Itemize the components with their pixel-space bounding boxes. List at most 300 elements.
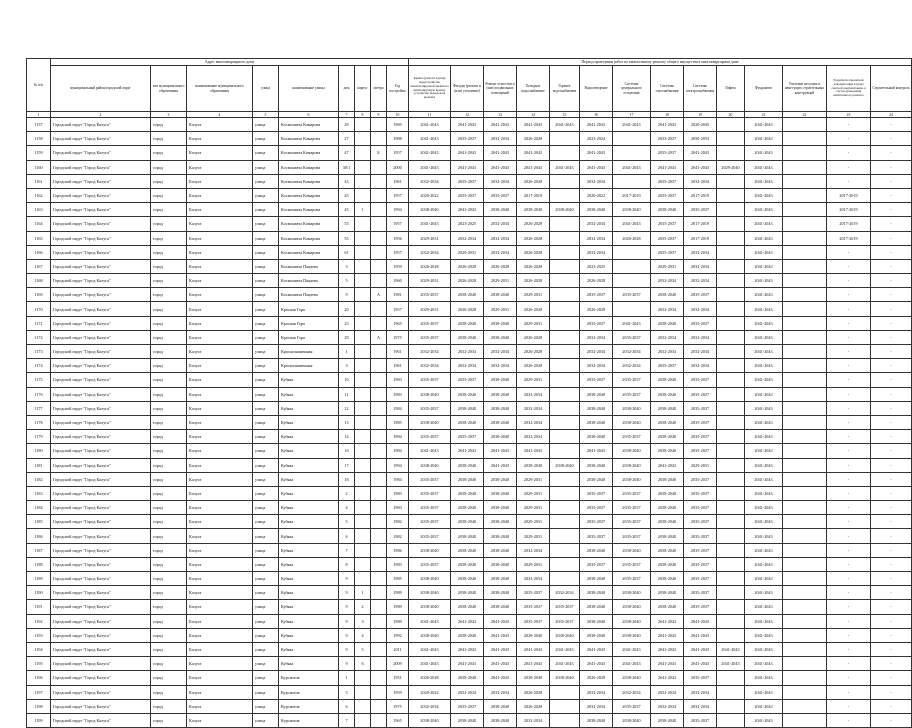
table-cell: 2032-2034: [684, 274, 717, 288]
table-cell: А: [371, 288, 387, 302]
table-cell: 2038-2040: [651, 203, 684, 217]
table-row: [27, 401, 912, 415]
table-cell: 2041-2043: [745, 501, 783, 515]
table-cell: 2035-2037: [409, 401, 451, 415]
table-cell: [717, 699, 745, 713]
table-cell: город: [151, 132, 187, 146]
table-cell: [550, 373, 580, 387]
table-cell: 2038-2040: [409, 203, 451, 217]
table-cell: 9: [339, 642, 355, 656]
table-cell: 2041-2043: [745, 302, 783, 316]
table-cell: 2035-2037: [451, 174, 484, 188]
table-cell: 2038-2040: [451, 529, 484, 543]
table-cell: 2038-2040: [409, 572, 451, 586]
table-cell: 12: [339, 401, 355, 415]
table-cell: [550, 501, 580, 515]
table-cell: -: [827, 515, 871, 529]
table-cell: 2041-2043: [745, 486, 783, 500]
table-cell: [355, 330, 371, 344]
table-cell: 1: [339, 671, 355, 685]
table-cell: 1951: [387, 671, 409, 685]
table-cell: 2038-2040: [409, 600, 451, 614]
table-cell: Городской округ "Город Калуга": [51, 515, 151, 529]
table-cell: Кубяка: [279, 628, 339, 642]
table-cell: [783, 529, 827, 543]
table-cell: -: [871, 515, 912, 529]
table-cell: 2026-2028: [517, 231, 550, 245]
table-cell: 2038-2040: [484, 430, 517, 444]
table-cell: 2038-2040: [613, 600, 651, 614]
table-cell: город: [151, 657, 187, 671]
column-number: 22: [783, 112, 827, 118]
table-cell: -: [871, 316, 912, 330]
table-cell: -: [827, 387, 871, 401]
table-cell: город: [151, 614, 187, 628]
table-cell: 2029-2031: [451, 245, 484, 259]
table-cell: 2038-2040: [613, 203, 651, 217]
table-cell: 14: [339, 430, 355, 444]
table-cell: 2035-2037: [613, 387, 651, 401]
table-cell: 2041-2043: [484, 642, 517, 656]
table-cell: 2038-2040: [451, 458, 484, 472]
table-cell: 2032-2034: [517, 543, 550, 557]
table-cell: 2038-2040: [613, 543, 651, 557]
table-cell: 2026-2028: [517, 245, 550, 259]
table-cell: 2017-2019: [684, 188, 717, 202]
table-cell: 2035-2037: [409, 557, 451, 571]
table-cell: 2035-2037: [550, 614, 580, 628]
table-cell: 1: [339, 345, 355, 359]
table-cell: улица: [253, 671, 279, 685]
table-cell: 2041-2043: [651, 118, 684, 132]
table-cell: [717, 472, 745, 486]
table-cell: Космонавта Комарова: [279, 146, 339, 160]
table-cell: улица: [253, 231, 279, 245]
table-cell: 2032-2034: [684, 345, 717, 359]
table-cell: Городской округ "Город Калуга": [51, 529, 151, 543]
table-cell: 2035-2037: [409, 316, 451, 330]
table-cell: 2032-2034: [580, 174, 613, 188]
table-cell: Городской округ "Город Калуга": [51, 132, 151, 146]
table-cell: 2032-2034: [580, 330, 613, 344]
header-cell: улица: [253, 66, 279, 112]
table-cell: 2029-2031: [409, 231, 451, 245]
header-cell: Системы электроснабжения: [684, 66, 717, 112]
table-cell: улица: [253, 188, 279, 202]
table-cell: 2041-2043: [745, 685, 783, 699]
table-cell: 2035-2037: [580, 373, 613, 387]
column-number: 15: [550, 112, 580, 118]
table-cell: -: [871, 557, 912, 571]
table-cell: Городской округ "Город Калуга": [51, 174, 151, 188]
table-cell: город: [151, 444, 187, 458]
table-cell: Городской округ "Город Калуга": [51, 401, 151, 415]
table-cell: 2035-2037: [684, 529, 717, 543]
table-row: [27, 118, 912, 132]
table-cell: Космонавта Комарова: [279, 174, 339, 188]
table-cell: 2032-2034: [484, 174, 517, 188]
table-cell: [717, 401, 745, 415]
table-cell: улица: [253, 345, 279, 359]
table-cell: 2035-2037: [684, 515, 717, 529]
table-cell: Калуга: [187, 671, 253, 685]
table-cell: [371, 486, 387, 500]
table-cell: [355, 217, 371, 231]
table-cell: [371, 415, 387, 429]
table-cell: Кубяка: [279, 614, 339, 628]
table-cell: [783, 132, 827, 146]
table-cell: 2035-2037: [613, 557, 651, 571]
table-cell: [717, 174, 745, 188]
table-cell: [355, 444, 371, 458]
table-cell: 2041-2043: [745, 330, 783, 344]
table-cell: [717, 600, 745, 614]
table-cell: Городской округ "Город Калуга": [51, 245, 151, 259]
table-cell: 2038-2040: [580, 713, 613, 727]
table-cell: -: [827, 671, 871, 685]
table-cell: -: [871, 231, 912, 245]
table-cell: 1984: [387, 401, 409, 415]
table-cell: Калуга: [187, 316, 253, 330]
table-cell: [371, 203, 387, 217]
table-cell: Городской округ "Город Калуга": [51, 203, 151, 217]
table-cell: [371, 118, 387, 132]
table-cell: улица: [253, 515, 279, 529]
table-cell: улица: [253, 146, 279, 160]
table-cell: [371, 515, 387, 529]
table-cell: 2020-2022: [409, 685, 451, 699]
table-cell: -: [827, 501, 871, 515]
table-cell: 2026-2028: [517, 174, 550, 188]
table-cell: 2035-2037: [684, 387, 717, 401]
table-cell: 2038-2040: [580, 628, 613, 642]
table-cell: 2035-2037: [409, 430, 451, 444]
table-row: [27, 685, 912, 699]
table-cell: [550, 557, 580, 571]
table-row: [27, 486, 912, 500]
table-cell: 45: [339, 188, 355, 202]
table-cell: 2032-2034: [517, 401, 550, 415]
table-cell: улица: [253, 657, 279, 671]
table-cell: 2032-2034: [484, 359, 517, 373]
table-cell: 2032-2034: [409, 245, 451, 259]
table-cell: [613, 146, 651, 160]
table-cell: Калуга: [187, 245, 253, 259]
table-cell: 2041-2043: [484, 160, 517, 174]
table-cell: [783, 231, 827, 245]
table-cell: 1186: [27, 529, 51, 543]
table-cell: [550, 259, 580, 273]
table-cell: 2038-2040: [651, 288, 684, 302]
table-cell: 4: [339, 501, 355, 515]
table-cell: 2032-2034: [684, 685, 717, 699]
table-cell: 2041-2043: [745, 217, 783, 231]
table-cell: [550, 288, 580, 302]
table-cell: 2038-2040: [409, 713, 451, 727]
table-cell: улица: [253, 160, 279, 174]
table-cell: Кубяка: [279, 600, 339, 614]
table-cell: 2041-2043: [745, 146, 783, 160]
table-cell: 2035-2037: [484, 188, 517, 202]
table-cell: 2041-2043: [409, 132, 451, 146]
table-cell: 2038-2040: [651, 557, 684, 571]
table-cell: 2041-2043: [651, 657, 684, 671]
table-cell: 2041-2043: [409, 657, 451, 671]
table-cell: -: [871, 118, 912, 132]
table-cell: 2041-2043: [684, 614, 717, 628]
table-cell: 2038-2040: [484, 557, 517, 571]
table-cell: [783, 245, 827, 259]
table-cell: 2041-2043: [451, 160, 484, 174]
table-cell: -: [871, 472, 912, 486]
table-cell: 2041-2043: [745, 671, 783, 685]
table-cell: 1986: [387, 543, 409, 557]
table-cell: 2035-2037: [684, 415, 717, 429]
table-cell: 2038-2040: [651, 586, 684, 600]
table-cell: [783, 288, 827, 302]
table-cell: [783, 430, 827, 444]
table-cell: [355, 671, 371, 685]
table-cell: [550, 302, 580, 316]
table-cell: улица: [253, 259, 279, 273]
table-cell: 1179: [27, 430, 51, 444]
table-cell: 2029-2031: [409, 302, 451, 316]
table-cell: Космонавта Комарова: [279, 203, 339, 217]
table-cell: [371, 671, 387, 685]
table-cell: -: [871, 217, 912, 231]
table-cell: город: [151, 572, 187, 586]
table-cell: [717, 302, 745, 316]
table-cell: 1167: [27, 259, 51, 273]
table-cell: [355, 245, 371, 259]
table-cell: 2032-2034: [550, 586, 580, 600]
table-cell: 1171: [27, 316, 51, 330]
table-cell: Калуга: [187, 359, 253, 373]
table-cell: Калуга: [187, 302, 253, 316]
table-cell: 2041-2043: [684, 160, 717, 174]
table-cell: Космонавта Комарова: [279, 188, 339, 202]
table-cell: 1164: [27, 217, 51, 231]
table-cell: -: [871, 699, 912, 713]
table-cell: [355, 458, 371, 472]
column-number: 19: [684, 112, 717, 118]
table-cell: 2032-2034: [517, 387, 550, 401]
table-cell: улица: [253, 586, 279, 600]
table-row: [27, 345, 912, 359]
table-cell: [717, 430, 745, 444]
table-cell: 2032-2034: [451, 231, 484, 245]
table-cell: 2041-2043: [717, 642, 745, 656]
table-cell: 1992: [387, 628, 409, 642]
table-cell: 2041-2043: [409, 614, 451, 628]
table-cell: 2035-2037: [613, 501, 651, 515]
table-cell: 2038-2040: [550, 671, 580, 685]
table-cell: 2032-2034: [613, 359, 651, 373]
table-cell: 2032-2034: [517, 572, 550, 586]
table-cell: 1199: [27, 713, 51, 727]
table-cell: [371, 359, 387, 373]
table-cell: Калуга: [187, 628, 253, 642]
table-cell: 2035-2037: [684, 288, 717, 302]
table-cell: 2041-2043: [745, 572, 783, 586]
table-cell: -: [871, 529, 912, 543]
table-cell: [783, 274, 827, 288]
table-cell: -: [827, 699, 871, 713]
table-cell: 1: [355, 586, 371, 600]
table-cell: 2026-2028: [517, 302, 550, 316]
table-cell: Городской округ "Город Калуга": [51, 288, 151, 302]
table-cell: Калуга: [187, 515, 253, 529]
table-cell: Кубяка: [279, 557, 339, 571]
header-cell: Строительный контроль: [871, 66, 912, 112]
table-cell: -: [871, 501, 912, 515]
table-cell: 2041-2043: [745, 274, 783, 288]
table-cell: 2041-2043: [517, 160, 550, 174]
table-cell: 2038-2040: [484, 501, 517, 515]
table-cell: 1176: [27, 387, 51, 401]
table-cell: 1177: [27, 401, 51, 415]
table-cell: 1982: [387, 515, 409, 529]
header-cell: Горячее водоснабжение: [550, 66, 580, 112]
table-cell: [371, 245, 387, 259]
table-cell: Кубяка: [279, 387, 339, 401]
table-cell: 2041-2043: [684, 642, 717, 656]
table-cell: -: [827, 345, 871, 359]
column-number: 8: [355, 112, 371, 118]
table-cell: город: [151, 472, 187, 486]
table-cell: 2041-2043: [580, 642, 613, 656]
table-cell: 2035-2037: [684, 671, 717, 685]
table-cell: [783, 685, 827, 699]
table-cell: [550, 430, 580, 444]
table-cell: Городской округ "Город Калуга": [51, 614, 151, 628]
table-cell: 1957: [387, 217, 409, 231]
table-cell: 2000: [387, 160, 409, 174]
table-cell: -: [827, 472, 871, 486]
table-cell: [783, 415, 827, 429]
table-cell: 2041-2043: [745, 245, 783, 259]
table-cell: -: [871, 671, 912, 685]
table-cell: 2035-2037: [409, 373, 451, 387]
table-cell: Краснознаменная: [279, 345, 339, 359]
table-cell: -: [871, 373, 912, 387]
table-cell: [371, 231, 387, 245]
table-cell: 2035-2037: [580, 316, 613, 330]
table-row: [27, 600, 912, 614]
table-cell: -: [871, 274, 912, 288]
table-cell: город: [151, 557, 187, 571]
table-cell: улица: [253, 217, 279, 231]
table-cell: Кубяка: [279, 373, 339, 387]
column-number: 24: [871, 112, 912, 118]
table-cell: 2041-2043: [684, 146, 717, 160]
table-cell: 2035-2037: [613, 699, 651, 713]
table-cell: Космонавта Комарова: [279, 132, 339, 146]
table-cell: 2041-2043: [745, 614, 783, 628]
table-cell: город: [151, 316, 187, 330]
table-cell: 2026-2028: [409, 671, 451, 685]
table-cell: Калуга: [187, 274, 253, 288]
table-cell: 27: [339, 132, 355, 146]
table-cell: 45: [339, 203, 355, 217]
table-cell: 2026-2028: [580, 671, 613, 685]
table-cell: [717, 387, 745, 401]
table-cell: 2026-2028: [517, 274, 550, 288]
table-cell: 2035-2037: [613, 430, 651, 444]
table-cell: город: [151, 203, 187, 217]
table-cell: [371, 132, 387, 146]
table-cell: 1983: [387, 557, 409, 571]
table-cell: 2032-2034: [651, 685, 684, 699]
table-cell: город: [151, 146, 187, 160]
table-cell: -: [871, 245, 912, 259]
table-cell: улица: [253, 302, 279, 316]
table-cell: 1959: [387, 685, 409, 699]
table-row: [27, 657, 912, 671]
table-cell: 2038-2040: [517, 458, 550, 472]
table-cell: 2035-2037: [580, 515, 613, 529]
header-cell: Холодное водоснабжение: [517, 66, 550, 112]
table-cell: [717, 444, 745, 458]
table-cell: 1981: [387, 288, 409, 302]
table-cell: 1961: [387, 359, 409, 373]
table-cell: Калуга: [187, 217, 253, 231]
table-cell: 2038-2040: [484, 543, 517, 557]
table-cell: [717, 685, 745, 699]
table-cell: 1160: [27, 160, 51, 174]
column-number: 18: [651, 112, 684, 118]
table-cell: 1192: [27, 614, 51, 628]
table-cell: [783, 259, 827, 273]
table-row: [27, 699, 912, 713]
table-cell: улица: [253, 245, 279, 259]
table-cell: улица: [253, 174, 279, 188]
table-cell: 2038-2040: [484, 713, 517, 727]
table-cell: [371, 600, 387, 614]
table-cell: 55: [339, 231, 355, 245]
table-cell: 2035-2037: [684, 203, 717, 217]
column-number: 7: [339, 112, 355, 118]
table-cell: 2041-2043: [745, 401, 783, 415]
table-cell: 2038-2040: [651, 501, 684, 515]
table-cell: -: [827, 302, 871, 316]
table-cell: 2033-2037: [651, 132, 684, 146]
table-cell: 2038-2040: [613, 614, 651, 628]
header-address-group: Адрес многоквартирного дома: [51, 59, 409, 66]
table-cell: [783, 642, 827, 656]
table-cell: 2017-2019: [613, 188, 651, 202]
table-cell: [717, 245, 745, 259]
table-cell: [550, 387, 580, 401]
table-cell: 1975: [387, 330, 409, 344]
table-cell: 2023-2025: [580, 259, 613, 273]
table-cell: [371, 586, 387, 600]
table-cell: 2029-2031: [517, 316, 550, 330]
table-cell: 1183: [27, 486, 51, 500]
table-cell: Калуга: [187, 501, 253, 515]
table-cell: 2038-2040: [451, 515, 484, 529]
table-cell: Калуга: [187, 373, 253, 387]
table-cell: 2032-2034: [580, 699, 613, 713]
table-cell: 2038-2040: [409, 628, 451, 642]
table-cell: 2038-2040: [451, 316, 484, 330]
table-cell: 1180: [27, 444, 51, 458]
table-cell: [783, 217, 827, 231]
table-cell: город: [151, 217, 187, 231]
table-cell: город: [151, 415, 187, 429]
column-number: 2: [51, 112, 151, 118]
table-cell: улица: [253, 642, 279, 656]
